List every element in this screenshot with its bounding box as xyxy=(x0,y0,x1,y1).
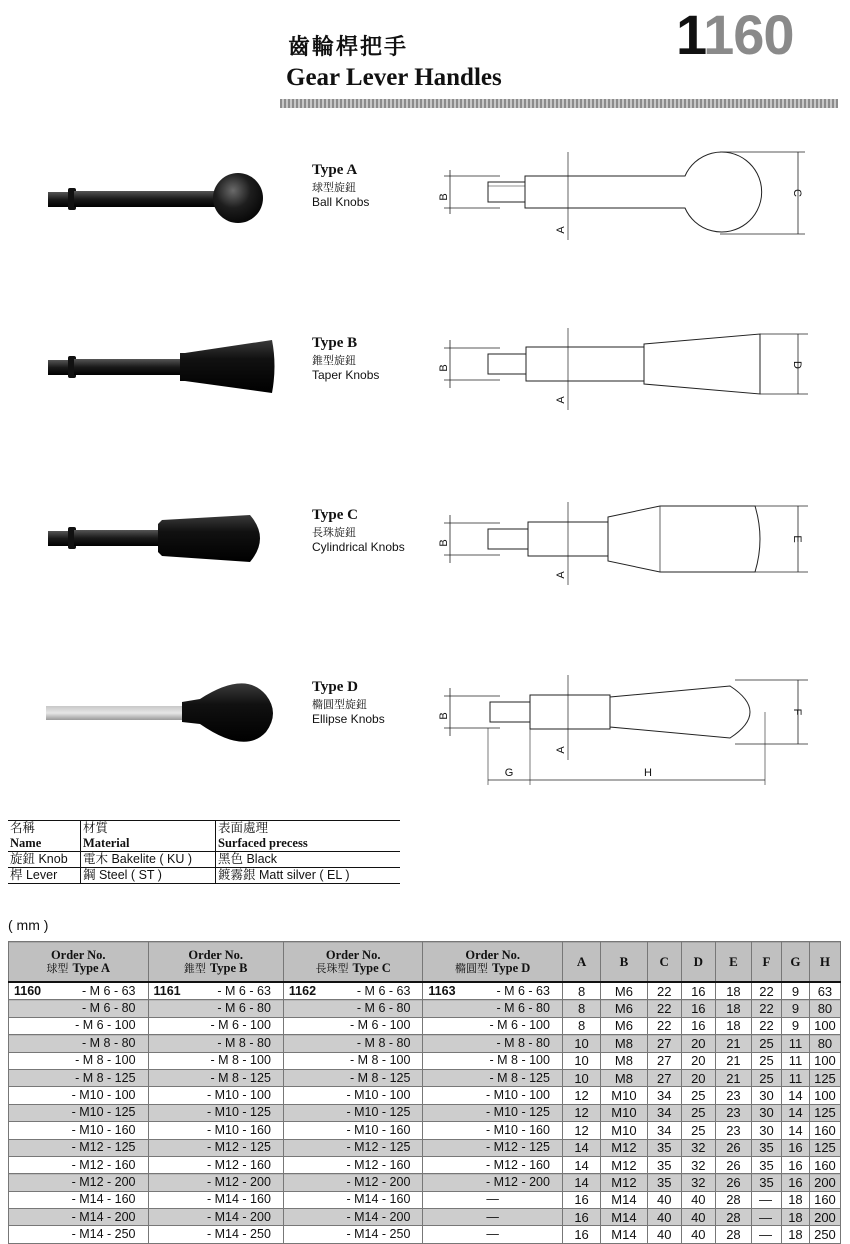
dimension-cell: 35 xyxy=(752,1174,782,1191)
dimension-cell: 32 xyxy=(681,1139,715,1156)
dimension-cell: 23 xyxy=(715,1122,751,1139)
header-type-cn: 錐型 xyxy=(183,961,206,975)
dimension-cell: 18 xyxy=(782,1209,810,1226)
order-number-cell: - M10 - 100 xyxy=(148,1087,283,1104)
order-number-cell: - M10 - 125 xyxy=(283,1104,423,1121)
dimension-cell: 34 xyxy=(647,1104,681,1121)
dim-a-b: A xyxy=(555,396,567,404)
photo-type-b xyxy=(48,340,275,393)
order-number-cell: - M 8 - 125 xyxy=(9,1069,149,1086)
header-type-en: Type D xyxy=(492,960,531,975)
dimension-cell: 23 xyxy=(715,1087,751,1104)
spec-row xyxy=(9,1139,841,1156)
dimension-cell: 18 xyxy=(715,1017,751,1034)
dimension-cell: M6 xyxy=(601,982,648,1000)
order-number-cell: - M10 - 160 xyxy=(283,1122,423,1139)
order-number-cell: - M 6 - 100 xyxy=(283,1017,423,1034)
dimension-cell: 11 xyxy=(782,1069,810,1086)
dimension-cell: 35 xyxy=(752,1139,782,1156)
dimension-cell: 27 xyxy=(647,1069,681,1086)
spec-row xyxy=(9,1174,841,1191)
header-type-en: Type B xyxy=(209,960,248,975)
product-photos xyxy=(40,150,280,770)
order-number-cell: - M10 - 160 xyxy=(423,1122,563,1139)
spec-header-row xyxy=(9,942,841,983)
dim-d: D xyxy=(791,361,803,369)
dimension-cell: M10 xyxy=(601,1122,648,1139)
dim-b-b: B xyxy=(438,364,450,372)
dimension-cell: 22 xyxy=(647,1000,681,1017)
order-number-cell: - M12 - 200 xyxy=(283,1174,423,1191)
order-number-cell: - M10 - 100 xyxy=(283,1087,423,1104)
title-underline-bar xyxy=(280,99,838,108)
order-number-cell: - M14 - 250 xyxy=(9,1226,149,1243)
order-number-cell xyxy=(423,982,563,1000)
spec-row xyxy=(9,1052,841,1069)
dimension-cell: 25 xyxy=(752,1069,782,1086)
header-type-cn: 球型 xyxy=(46,961,69,975)
header-order-no: Order No. xyxy=(50,947,106,962)
order-prefix: 1162 xyxy=(288,983,317,998)
spec-row xyxy=(9,1191,841,1208)
dimension-cell: 250 xyxy=(809,1226,840,1243)
dim-a-c: A xyxy=(555,571,567,579)
order-number-cell: - M10 - 125 xyxy=(9,1104,149,1121)
dimension-cell: M14 xyxy=(601,1226,648,1243)
order-prefix: 1161 xyxy=(153,983,181,998)
dimension-cell: M14 xyxy=(601,1209,648,1226)
material-cell: 桿 Lever xyxy=(8,868,81,884)
order-number-cell: - M14 - 250 xyxy=(283,1226,423,1243)
dimension-cell: 26 xyxy=(715,1174,751,1191)
dimension-cell: 14 xyxy=(782,1122,810,1139)
dimension-cell: 26 xyxy=(715,1139,751,1156)
dimension-cell: 22 xyxy=(647,982,681,1000)
order-number-cell: - M12 - 125 xyxy=(283,1139,423,1156)
order-number-cell xyxy=(148,982,283,1000)
dimension-cell: 100 xyxy=(809,1017,840,1034)
dimension-cell: 10 xyxy=(562,1035,600,1052)
dimension-cell: 21 xyxy=(715,1052,751,1069)
dimension-cell: 12 xyxy=(562,1122,600,1139)
dim-c: C xyxy=(791,189,803,197)
type-d-chinese: 橢圓型旋鈕 xyxy=(312,698,367,711)
order-number-cell: - M 8 - 100 xyxy=(148,1052,283,1069)
dimension-cell: 27 xyxy=(647,1035,681,1052)
dimension-cell: 25 xyxy=(681,1104,715,1121)
spec-header-cell: F xyxy=(752,942,782,983)
title-chinese: 齒輪桿把手 xyxy=(288,35,409,60)
dimension-cell: 18 xyxy=(782,1191,810,1208)
material-cell: 表面處理 xyxy=(218,821,269,835)
type-b-chinese: 錐型旋鈕 xyxy=(312,354,356,367)
dimension-cell: 25 xyxy=(681,1087,715,1104)
spec-row xyxy=(9,1122,841,1139)
spec-row xyxy=(9,1104,841,1121)
order-number-cell: - M 8 - 125 xyxy=(283,1069,423,1086)
material-row xyxy=(8,868,400,884)
dimension-cell: 8 xyxy=(562,982,600,1000)
material-cell: 鍍霧銀 Matt silver ( EL ) xyxy=(216,868,401,884)
dimension-cell: 21 xyxy=(715,1035,751,1052)
dim-b-d: B xyxy=(438,712,450,720)
dimension-cell: 14 xyxy=(782,1087,810,1104)
spec-header-cell xyxy=(148,942,283,983)
dimension-cell: 23 xyxy=(715,1104,751,1121)
dimension-cell: 9 xyxy=(782,1017,810,1034)
order-number-cell: - M 8 - 80 xyxy=(423,1035,563,1052)
order-number-cell: - M12 - 125 xyxy=(423,1139,563,1156)
order-suffix: - M 6 - 63 xyxy=(356,983,411,998)
dimension-cell: 40 xyxy=(681,1191,715,1208)
dimension-cell: 16 xyxy=(681,982,715,1000)
dimension-cell: 12 xyxy=(562,1087,600,1104)
dimension-cell: 80 xyxy=(809,1035,840,1052)
order-number-cell: — xyxy=(423,1226,563,1243)
order-number-cell: - M14 - 160 xyxy=(283,1191,423,1208)
material-cell: 黑色 Black xyxy=(216,852,401,868)
dimension-cell: 8 xyxy=(562,1000,600,1017)
dim-f: F xyxy=(791,708,803,716)
dimension-cell: 40 xyxy=(681,1209,715,1226)
dimension-cell: 22 xyxy=(647,1017,681,1034)
material-cell: 旋鈕 Knob xyxy=(8,852,81,868)
dimension-cell: 40 xyxy=(681,1226,715,1243)
header-order-no: Order No. xyxy=(325,947,381,962)
type-b-name: Type B xyxy=(312,335,358,351)
order-number-cell: - M14 - 200 xyxy=(9,1209,149,1226)
type-a-name: Type A xyxy=(312,162,358,178)
order-suffix: - M 6 - 63 xyxy=(496,983,550,998)
dimension-cell: 27 xyxy=(647,1052,681,1069)
dim-g: G xyxy=(504,767,514,779)
type-a-label xyxy=(312,163,369,210)
spec-row xyxy=(9,1156,841,1173)
dimension-cell: 20 xyxy=(681,1035,715,1052)
order-number-cell: - M 6 - 100 xyxy=(148,1017,283,1034)
unit-label: ( mm ) xyxy=(8,917,49,933)
dimension-cell: 16 xyxy=(562,1209,600,1226)
catalog-number xyxy=(676,2,794,67)
dimension-cell: 32 xyxy=(681,1156,715,1173)
order-number-cell: - M12 - 125 xyxy=(9,1139,149,1156)
type-c-name: Type C xyxy=(312,507,358,523)
order-number-cell: - M 8 - 100 xyxy=(423,1052,563,1069)
catalog-number-rest: 160 xyxy=(703,3,794,66)
order-number-cell: - M 8 - 125 xyxy=(148,1069,283,1086)
dimension-cell: 160 xyxy=(809,1156,840,1173)
dimension-cell: 28 xyxy=(715,1209,751,1226)
type-c-chinese: 長珠旋鈕 xyxy=(312,526,356,539)
dimension-cell: M12 xyxy=(601,1174,648,1191)
dimension-cell: 9 xyxy=(782,982,810,1000)
drawing-type-a xyxy=(438,152,805,240)
order-number-cell: - M 8 - 125 xyxy=(423,1069,563,1086)
material-cell: 材質 xyxy=(81,821,216,837)
dimension-cell: 20 xyxy=(681,1052,715,1069)
type-c-label xyxy=(312,508,405,555)
dimension-cell: M10 xyxy=(601,1087,648,1104)
material-row xyxy=(8,852,400,868)
order-number-cell: - M12 - 200 xyxy=(9,1174,149,1191)
material-header-en xyxy=(8,836,400,852)
photo-type-a xyxy=(48,173,263,223)
dimension-cell: 16 xyxy=(562,1226,600,1243)
order-number-cell: - M12 - 200 xyxy=(423,1174,563,1191)
header-order-no: Order No. xyxy=(188,947,244,962)
dimension-cell: 12 xyxy=(562,1104,600,1121)
order-number-cell: - M14 - 160 xyxy=(148,1191,283,1208)
material-cell: Material xyxy=(81,836,216,852)
order-number-cell: - M10 - 100 xyxy=(9,1087,149,1104)
dimension-cell: — xyxy=(752,1209,782,1226)
order-number-cell: - M14 - 200 xyxy=(148,1209,283,1226)
dimension-cell: 63 xyxy=(809,982,840,1000)
dimension-cell: 100 xyxy=(809,1087,840,1104)
order-number-cell: - M 6 - 80 xyxy=(148,1000,283,1017)
order-number-cell: - M 8 - 100 xyxy=(9,1052,149,1069)
type-a-chinese: 球型旋鈕 xyxy=(312,181,356,194)
drawing-type-b xyxy=(438,328,808,410)
order-number-cell: - M12 - 160 xyxy=(283,1156,423,1173)
order-number-cell: - M 6 - 80 xyxy=(283,1000,423,1017)
spec-row xyxy=(9,1069,841,1086)
dimension-cell: 30 xyxy=(752,1087,782,1104)
spec-row xyxy=(9,1000,841,1017)
dim-b-a: B xyxy=(438,193,450,201)
dimension-cell: 40 xyxy=(647,1209,681,1226)
dimension-cell: 28 xyxy=(715,1226,751,1243)
type-a-english: Ball Knobs xyxy=(312,195,370,209)
dimension-cell: 80 xyxy=(809,1000,840,1017)
dimension-cell: 16 xyxy=(782,1174,810,1191)
spec-row xyxy=(9,1209,841,1226)
catalog-number-first: 1 xyxy=(676,3,704,66)
order-number-cell: - M10 - 125 xyxy=(423,1104,563,1121)
dimension-cell: 28 xyxy=(715,1191,751,1208)
dimension-cell: 125 xyxy=(809,1104,840,1121)
order-number-cell: - M12 - 200 xyxy=(148,1174,283,1191)
order-number-cell: - M10 - 160 xyxy=(9,1122,149,1139)
dimension-cell: 16 xyxy=(782,1156,810,1173)
dimension-cell: 30 xyxy=(752,1122,782,1139)
dimension-cell: 11 xyxy=(782,1052,810,1069)
order-number-cell: — xyxy=(423,1191,563,1208)
spec-row xyxy=(9,1017,841,1034)
dimension-cell: 25 xyxy=(752,1035,782,1052)
dimension-cell: 30 xyxy=(752,1104,782,1121)
header-type-en: Type A xyxy=(72,960,111,975)
dimension-cell: M8 xyxy=(601,1035,648,1052)
dimension-cell: 9 xyxy=(782,1000,810,1017)
dimension-cell: M10 xyxy=(601,1104,648,1121)
order-number-cell: - M 8 - 80 xyxy=(9,1035,149,1052)
dimension-cell: M6 xyxy=(601,1017,648,1034)
spec-header-cell: A xyxy=(562,942,600,983)
order-number-cell: - M12 - 160 xyxy=(423,1156,563,1173)
dimension-cell: — xyxy=(752,1226,782,1243)
order-number-cell: - M12 - 160 xyxy=(9,1156,149,1173)
dimension-cell: M8 xyxy=(601,1069,648,1086)
header-type-cn: 長珠型 xyxy=(315,961,349,975)
technical-drawings xyxy=(430,140,845,790)
dimension-cell: 10 xyxy=(562,1069,600,1086)
dimension-cell: — xyxy=(752,1191,782,1208)
spec-header-cell xyxy=(283,942,423,983)
dimension-cell: 25 xyxy=(681,1122,715,1139)
dimension-cell: 25 xyxy=(752,1052,782,1069)
order-number-cell: - M10 - 100 xyxy=(423,1087,563,1104)
dimension-cell: 22 xyxy=(752,1017,782,1034)
dim-h: H xyxy=(644,767,652,779)
dimension-cell: 16 xyxy=(782,1139,810,1156)
dimension-cell: 21 xyxy=(715,1069,751,1086)
type-d-english: Ellipse Knobs xyxy=(312,712,385,726)
dimension-cell: 14 xyxy=(562,1174,600,1191)
order-number-cell: — xyxy=(423,1209,563,1226)
spec-row xyxy=(9,1035,841,1052)
dimension-cell: 20 xyxy=(681,1069,715,1086)
order-number-cell: - M14 - 200 xyxy=(283,1209,423,1226)
type-b-english: Taper Knobs xyxy=(312,368,380,382)
material-cell: 名稱 xyxy=(8,821,81,837)
order-number-cell: - M10 - 125 xyxy=(148,1104,283,1121)
header-order-no: Order No. xyxy=(465,947,520,962)
spec-table xyxy=(8,941,841,1244)
spec-header-cell: H xyxy=(809,942,840,983)
drawing-type-d xyxy=(438,675,808,785)
dimension-cell: 40 xyxy=(647,1191,681,1208)
material-cell: 鋼 Steel ( ST ) xyxy=(81,868,216,884)
dimension-cell: 125 xyxy=(809,1069,840,1086)
spec-header-cell xyxy=(423,942,563,983)
order-number-cell xyxy=(283,982,423,1000)
order-number-cell: - M 6 - 100 xyxy=(423,1017,563,1034)
material-cell: Name xyxy=(8,836,81,852)
dimension-cell: M6 xyxy=(601,1000,648,1017)
dimension-cell: 100 xyxy=(809,1052,840,1069)
spec-header-cell: D xyxy=(681,942,715,983)
dim-e: E xyxy=(791,535,803,543)
spec-row xyxy=(9,982,841,1000)
spec-row xyxy=(9,1087,841,1104)
dimension-cell: 35 xyxy=(752,1156,782,1173)
dimension-cell: 34 xyxy=(647,1087,681,1104)
type-c-english: Cylindrical Knobs xyxy=(312,540,405,554)
dimension-cell: 34 xyxy=(647,1122,681,1139)
dimension-cell: M8 xyxy=(601,1052,648,1069)
dimension-cell: 125 xyxy=(809,1139,840,1156)
dimension-cell: 35 xyxy=(647,1156,681,1173)
material-cell: Surfaced precess xyxy=(216,836,401,852)
material-cell: 電木 Bakelite ( KU ) xyxy=(81,852,216,868)
order-number-cell: - M 6 - 100 xyxy=(9,1017,149,1034)
type-d-name: Type D xyxy=(312,679,358,695)
spec-row xyxy=(9,1226,841,1243)
dimension-cell: 14 xyxy=(782,1104,810,1121)
order-number-cell: - M 6 - 80 xyxy=(9,1000,149,1017)
spec-header-cell xyxy=(9,942,149,983)
order-prefix: 1163 xyxy=(428,983,456,998)
dimension-cell: 18 xyxy=(715,982,751,1000)
dimension-cell: 16 xyxy=(562,1191,600,1208)
dimension-cell: 32 xyxy=(681,1174,715,1191)
type-d-label xyxy=(312,680,385,727)
material-table xyxy=(8,820,400,884)
dimension-cell: 16 xyxy=(681,1000,715,1017)
dimension-cell: 40 xyxy=(647,1226,681,1243)
drawing-type-c xyxy=(438,502,808,585)
type-b-label xyxy=(312,336,379,383)
spec-header-cell: C xyxy=(647,942,681,983)
dimension-cell: 35 xyxy=(647,1174,681,1191)
order-prefix: 1160 xyxy=(14,983,42,998)
dimension-cell: 160 xyxy=(809,1191,840,1208)
dimension-cell: 8 xyxy=(562,1017,600,1034)
title-english: Gear Lever Handles xyxy=(286,64,502,91)
dimension-cell: 18 xyxy=(782,1226,810,1243)
dim-a-d: A xyxy=(555,746,567,754)
dimension-cell: 16 xyxy=(681,1017,715,1034)
order-number-cell: - M10 - 160 xyxy=(148,1122,283,1139)
order-number-cell: - M 8 - 80 xyxy=(148,1035,283,1052)
header-type-en: Type C xyxy=(352,960,391,975)
dimension-cell: 35 xyxy=(647,1139,681,1156)
dimension-cell: 160 xyxy=(809,1122,840,1139)
dimension-cell: 18 xyxy=(715,1000,751,1017)
dimension-cell: 11 xyxy=(782,1035,810,1052)
order-suffix: - M 6 - 63 xyxy=(82,983,136,998)
photo-type-c xyxy=(48,515,260,562)
spec-header-cell: E xyxy=(715,942,751,983)
dimension-cell: 200 xyxy=(809,1174,840,1191)
dim-b-c: B xyxy=(438,539,450,547)
order-number-cell: - M 8 - 100 xyxy=(283,1052,423,1069)
order-number-cell: - M 8 - 80 xyxy=(283,1035,423,1052)
order-number-cell: - M12 - 125 xyxy=(148,1139,283,1156)
dimension-cell: M14 xyxy=(601,1191,648,1208)
order-number-cell xyxy=(9,982,149,1000)
header-type-cn: 橢圓型 xyxy=(455,961,489,975)
order-suffix: - M 6 - 63 xyxy=(217,983,271,998)
spec-header-cell: G xyxy=(782,942,810,983)
order-number-cell: - M14 - 160 xyxy=(9,1191,149,1208)
spec-header-cell: B xyxy=(601,942,648,983)
dimension-cell: 26 xyxy=(715,1156,751,1173)
dim-a-a: A xyxy=(555,226,567,234)
dimension-cell: 14 xyxy=(562,1156,600,1173)
dimension-cell: M12 xyxy=(601,1156,648,1173)
dimension-cell: 200 xyxy=(809,1209,840,1226)
order-number-cell: - M14 - 250 xyxy=(148,1226,283,1243)
photo-type-d xyxy=(46,683,273,741)
dimension-cell: 14 xyxy=(562,1139,600,1156)
order-number-cell: - M12 - 160 xyxy=(148,1156,283,1173)
material-header-cn xyxy=(8,821,400,837)
dimension-cell: 22 xyxy=(752,982,782,1000)
dimension-cell: 10 xyxy=(562,1052,600,1069)
order-number-cell: - M 6 - 80 xyxy=(423,1000,563,1017)
dimension-cell: 22 xyxy=(752,1000,782,1017)
dimension-cell: M12 xyxy=(601,1139,648,1156)
